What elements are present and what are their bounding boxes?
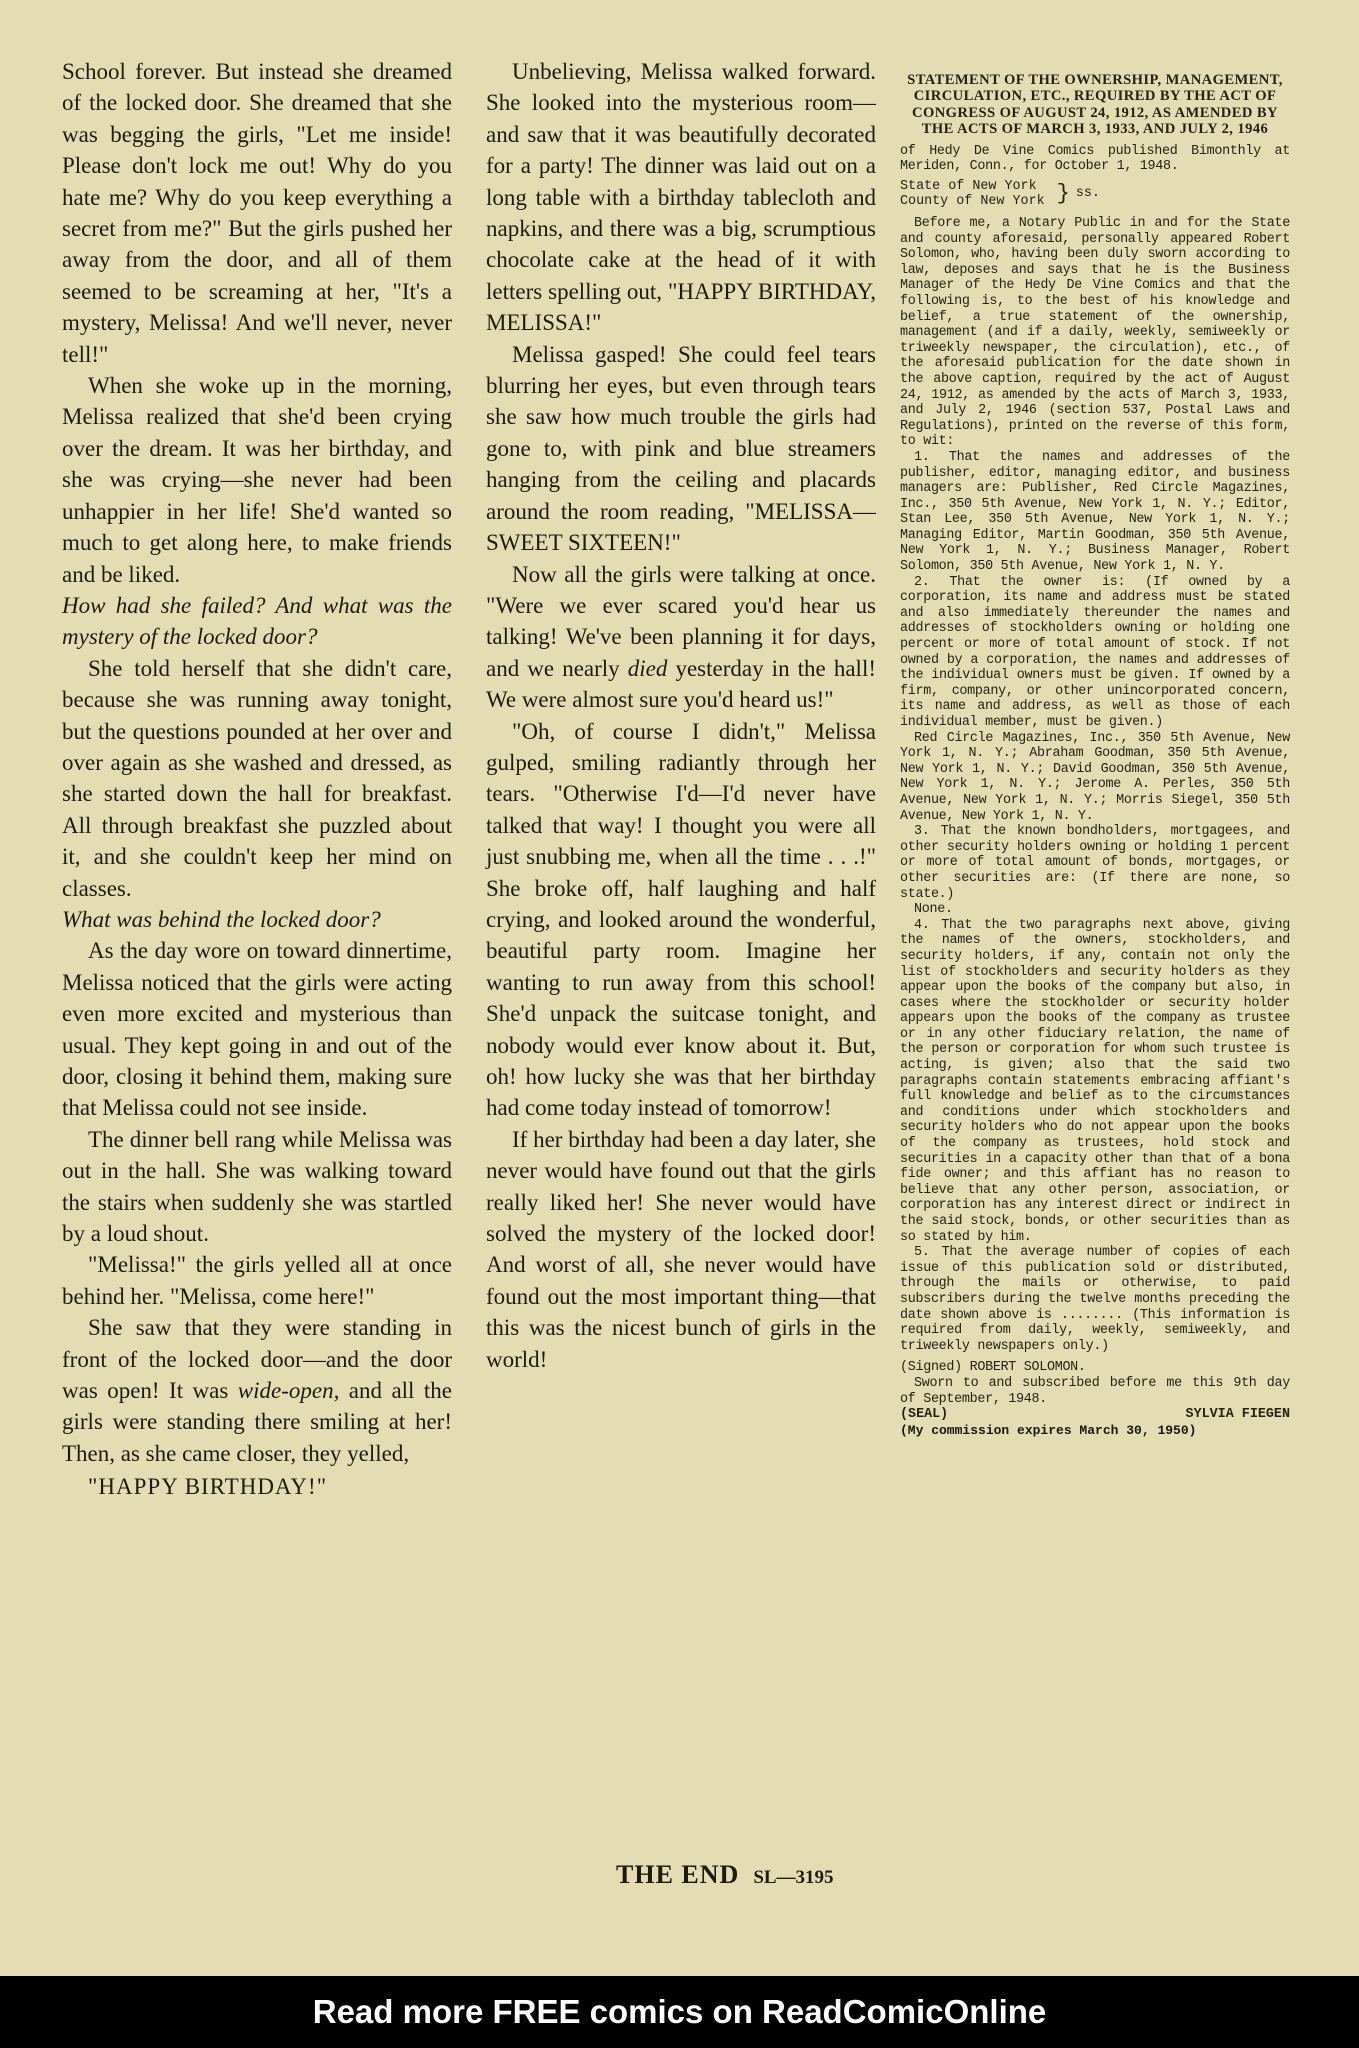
- story-paragraph: The dinner bell rang while Melissa was out in the hall. She was walking toward the stairs when suddenly she was startled by a loud shout.: [62, 1126, 452, 1247]
- statement-paragraph: None.: [914, 902, 953, 918]
- seal-label: (SEAL): [900, 1407, 949, 1423]
- story-paragraph: "Melissa!" the girls yelled all at once behind her. "Melissa, come here!": [62, 1252, 452, 1309]
- statement-paragraph: 3. That the known bondholders, mortgagees, and other security holders owning or holding 1 percent or more of total amount of bonds, mortgages, or other securities are: (If there are none, so state.): [900, 824, 1290, 902]
- statement-paragraph: Red Circle Magazines, Inc., 350 5th Avenue, New York 1, N. Y.; Abraham Goodman, 350 5th Avenue, New York 1, N. Y.; David Goodman, 350 5th Avenue, New York 1, N. Y.; Jerome A. Perles, 350 5th Avenue, New York 1, N. Y.; Morris Siegel, 350 5th Avenue, New York 1, N. Y.: [900, 730, 1290, 824]
- story-paragraph: As the day wore on toward dinnertime, Melissa noticed that the girls were acting even more excited and mysterious than usual. They kept going in and out of the door, closing it behind them, making sure that Melissa could not see inside.: [62, 938, 452, 1121]
- story-paragraph: School forever. But instead she dreamed of the locked door. She dreamed that she was begging the girls, "Let me inside! Please don't lock me out! Why do you hate me? Why do you keep everything a secret from me?" But the girls pushed her away from the door, and all of them seemed to be screaming at her, "It's a mystery, Melissa! And we'll never, never tell!": [62, 59, 452, 367]
- signature-line: (Signed) ROBERT SOLOMON.: [900, 1360, 1086, 1376]
- story-column-middle: [486, 56, 876, 1375]
- italic-text: What was behind the locked door?: [62, 906, 381, 932]
- story-paragraph: If her birthday had been a day later, she never would have found out that the girls really liked her! She never would have solved the mystery of the locked door! And worst of all, she never would have found out the most important thing—that this was the nicest bunch of girls in the world!: [486, 1126, 876, 1372]
- brace-glyph: }: [1056, 180, 1070, 206]
- statement-paragraph: 4. That the two paragraphs next above, giving the names of the owners, stockholders, and security holders, if any, contain not only the list of stockholders and security holders as they appear upon the books of the company but also, in cases where the stockholder or security holder appears upon the books of the company as trustee or in any other fiduciary relation, the name of the person or corporation for whom such trustee is acting, is given; also that the said two paragraphs contain statements embracing affiant's full knowledge and belief as to the circumstances and conditions under which stockholders and security holders who do not appear upon the books of the company as trustees, hold stock and securities in a capacity other than that of a bona fide owner; and this affiant has no reason to believe that any other person, association, or corporation has any interest direct or indirect in the said stock, bonds, or other securities than as so stated by him.: [900, 917, 1290, 1245]
- italic-text: died: [627, 655, 668, 681]
- ownership-statement: [900, 72, 1290, 1438]
- story-text: Now all the girls were talking at once. "Were we ever scared you'd hear us talking! We've been planning it for days, and we nearly: [486, 561, 876, 681]
- commission-line: (My commission expires March 30, 1950): [900, 1422, 1197, 1438]
- story-paragraph: [62, 1312, 452, 1469]
- story-text: She saw that they were standing in front of the locked door—and the door was open! It was: [62, 1315, 452, 1404]
- story-text: yesterday in the hall! We were almost sure you'd heard us!": [486, 655, 876, 713]
- footer-link-text[interactable]: Read more FREE comics on ReadComicOnline: [312, 1993, 1047, 2030]
- county-line: County of New York: [900, 194, 1045, 210]
- story-text: and all the girls were standing there smiling at her! Then, as she came closer, they yelled,: [62, 1378, 452, 1466]
- story-paragraph: Melissa gasped! She could feel tears blurring her eyes, but even through tears she saw how much trouble the girls had gone to, with pink and blue streamers hanging from the ceiling and placards around the room reading, "MELISSA—SWEET SIXTEEN!": [486, 341, 876, 556]
- story-paragraph: Unbelieving, Melissa walked forward. She looked into the mysterious room—and saw that it was beautifully decorated for a party! The dinner was laid out on a long table with a birthday tablecloth and napkins, and there was a big, scrumptious chocolate cake at the head of it with letters spelling out, "HAPPY BIRTHDAY, MELISSA!": [486, 59, 876, 336]
- italic-text: wide-open,: [237, 1378, 340, 1404]
- story-column-left: [62, 56, 452, 1503]
- footer-banner[interactable]: [0, 1976, 1359, 2048]
- story-paragraph: She told herself that she didn't care, because she was running away tonight, but the questions pounded at her over and over again as she washed and dressed, as she started down the hall for breakfast. All through breakfast she puzzled about it, and she couldn't keep her mind on classes.: [62, 655, 452, 901]
- statement-paragraph: 5. That the average number of copies of each issue of this publication sold or distributed, through the mails or otherwise, to paid subscribers during the twelve months preceding the date shown above is ........ (This information is required from daily, weekly, semiweekly, and triweekly newspapers only.): [900, 1245, 1290, 1354]
- statement-paragraph: 2. That the owner is: (If owned by a corporation, its name and address must be stated and also immediately thereunder the names and addresses of stockholders owning or holding one percent or more of total amount of stock. If not owned by a corporation, the names and addresses of the individual owners must be given. If owned by a firm, company, or other unincorporated concern, its name and address, as well as those of each individual member, must be given.): [900, 574, 1290, 730]
- story-paragraph: When she woke up in the morning, Melissa realized that she'd been crying over the dream. It was her birthday, and she was crying—she never had been unhappier in her life! She'd wanted so much to get along here, to make friends and be liked.: [62, 373, 452, 587]
- venue-block: [900, 179, 1290, 210]
- statement-heading: STATEMENT OF THE OWNERSHIP, MANAGEMENT, CIRCULATION, ETC., REQUIRED BY THE ACT OF CONGRESS OF AUGUST 24, 1912, AS AMENDED BY THE ACTS OF MARCH 3, 1933, AND JULY 2, 1946: [907, 72, 1283, 138]
- state-line: State of New York: [900, 178, 1037, 194]
- sworn-line: Sworn to and subscribed before me this 9th day of September, 1948.: [900, 1375, 1290, 1407]
- story-paragraph: "Oh, of course I didn't," Melissa gulped, smiling radiantly through her tears. "Otherwise I'd—I'd never have talked that way! I thought you were all just snubbing me, when all the time . . .!" She broke off, half laughing and half crying, and looked around the wonderful, beautiful party room. Imagine her wanting to run away from this school! She'd unpack the suitcase tonight, and nobody would ever know about it. But, oh! how lucky she was that her birthday had come today instead of tomorrow!: [486, 718, 876, 1121]
- statement-intro: of Hedy De Vine Comics published Bimonthly at Meriden, Conn., for October 1, 1948.: [900, 143, 1290, 175]
- italic-text: How had she failed? And what was the mystery of the locked door?: [62, 592, 452, 650]
- happy-birthday-shout: "HAPPY BIRTHDAY!": [88, 1474, 328, 1500]
- story-paragraph-italic: [62, 590, 452, 653]
- notary-name: SYLVIA FIEGEN: [1185, 1407, 1290, 1423]
- statement-paragraph: Before me, a Notary Public in and for the State and county aforesaid, personally appeared Robert Solomon, who, having been duly sworn according to law, deposes and says that he is the Business Manager of the Hedy De Vine Comics and that the following is, to the best of his knowledge and belief, a true statement of the ownership, management (and if a daily, weekly, semiweekly or triweekly newspaper, the circulation), etc., of the aforesaid publication for the date shown in the above caption, required by the act of August 24, 1912, as amended by the acts of March 3, 1933, and July 2, 1946 (section 537, Postal Laws and Regulations), printed on the reverse of this form, to wit:: [900, 216, 1290, 450]
- the-end-label: THE END: [616, 1860, 740, 1889]
- end-line: [486, 1860, 876, 1890]
- ss-label: ss.: [1075, 185, 1100, 201]
- story-paragraph-italic: [62, 904, 452, 935]
- statement-paragraph: 1. That the names and addresses of the publisher, editor, managing editor, and business managers are: Publisher, Red Circle Magazines, Inc., 350 5th Avenue, New York 1, N. Y.; Editor, Stan Lee, 350 5th Avenue, New York 1, N. Y.; Managing Editor, Martin Goodman, 350 5th Avenue, New York 1, N. Y.; Business Manager, Robert Solomon, 350 5th Avenue, New York 1, N. Y.: [900, 449, 1290, 575]
- seal-row: [900, 1407, 1290, 1423]
- story-paragraph: [486, 559, 876, 716]
- story-code: SL—3195: [753, 1867, 834, 1888]
